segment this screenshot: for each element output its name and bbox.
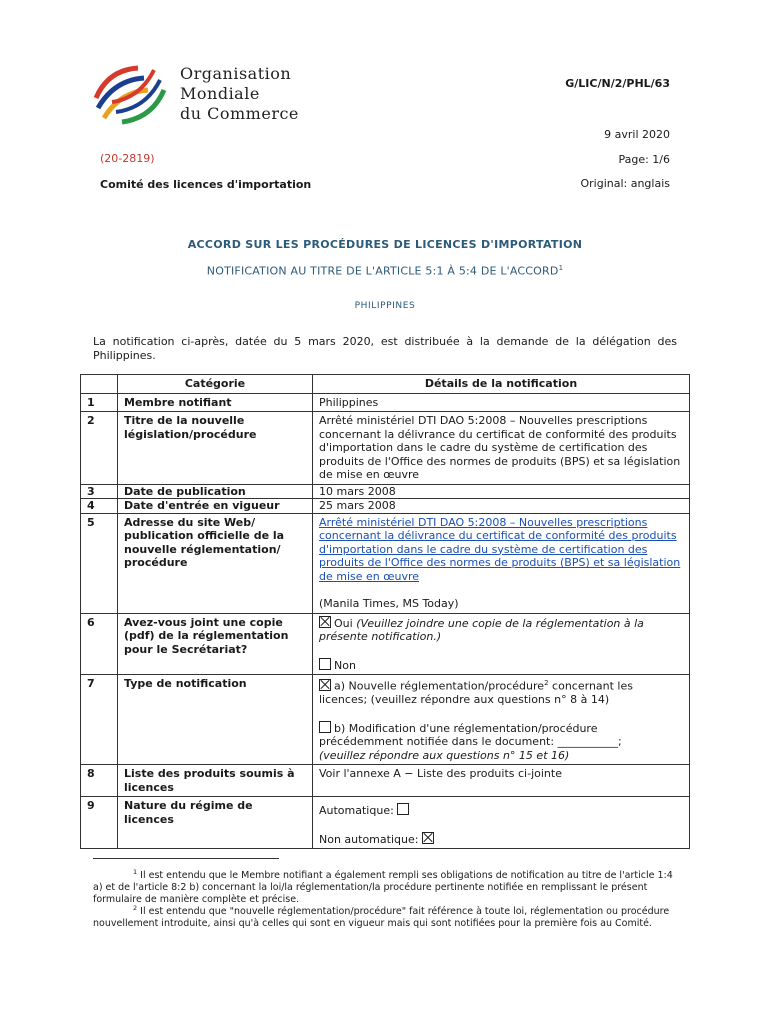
row-details: Philippines (313, 393, 690, 412)
org-line-3: du Commerce (180, 104, 299, 123)
footnote-1 (93, 866, 673, 906)
row-details: Voir l'annexe A − Liste des produits ci-jointe (313, 765, 690, 797)
row-category: Type de notification (118, 675, 313, 765)
row-category: Nature du régime de licences (118, 797, 313, 849)
option-a-rest: concernant les licences; (veuillez répondre aux questions n° 8 à 14) (319, 679, 633, 707)
regulation-link[interactable]: Arrêté ministériel DTI DAO 5:2008 – Nouvelles prescriptions concernant la délivrance du certificat de conformité des produits d'importation dans le cadre du système de certification des produits de l'Office des normes de produits (BPS) et sa législation de mise en œuvre (319, 515, 681, 583)
footnote-ref-1[interactable]: 1 (558, 264, 564, 272)
row-category: Date de publication (118, 484, 313, 499)
non-label: Non (334, 658, 356, 672)
nonauto-label: Non automatique: (319, 832, 419, 846)
wto-logo-icon (88, 60, 172, 130)
option-non (319, 658, 683, 673)
country-heading: PHILIPPINES (354, 301, 416, 311)
row-number: 2 (81, 412, 118, 485)
footnote-ref-2[interactable]: 2 (544, 679, 549, 687)
document-date: 9 avril 2020 (604, 128, 670, 141)
footnote-2 (93, 902, 673, 930)
col-category: Catégorie (118, 375, 313, 394)
row-number: 4 (81, 499, 118, 514)
org-line-1: Organisation (180, 64, 292, 83)
footnote-2-number: 2 (133, 904, 138, 912)
row-category: Avez-vous joint une copie (pdf) de la réglementation pour le Secrétariat? (118, 613, 313, 675)
row-number: 7 (81, 675, 118, 765)
checkbox-checked-icon[interactable] (319, 679, 331, 691)
oui-note: (Veuillez joindre une copie de la réglementation à la présente notification.) (319, 616, 644, 643)
col-number (81, 375, 118, 394)
row-details (313, 797, 690, 849)
col-details: Détails de la notification (313, 375, 690, 394)
checkbox-unchecked-icon[interactable] (319, 721, 331, 733)
row-category: Adresse du site Web/ publication officielle de la nouvelle réglementation/ procédure (118, 513, 313, 613)
auto-label: Automatique: (319, 804, 394, 818)
row-details: 25 mars 2008 (313, 499, 690, 514)
row-details: Arrêté ministériel DTI DAO 5:2008 – Nouvelles prescriptions concernant la délivrance du certificat de conformité des produits d'importation dans le cadre du système de certification des produits de l'Office des normes de produits (BPS) et sa législation de mise en œuvre (313, 412, 690, 485)
table-header-row (81, 375, 690, 394)
table-row (81, 393, 690, 412)
page-number: Page: 1/6 (618, 153, 670, 166)
table-row (81, 765, 690, 797)
notification-table (80, 374, 690, 849)
document-symbol: G/LIC/N/2/PHL/63 (565, 77, 670, 90)
row-number: 1 (81, 393, 118, 412)
checkbox-checked-icon[interactable] (422, 832, 434, 844)
oui-label: Oui (334, 616, 353, 630)
table-row (81, 797, 690, 849)
option-a-text: a) Nouvelle réglementation/procédure (334, 679, 545, 693)
table-row (81, 499, 690, 514)
option-b-text: b) Modification d'une réglementation/procédure précédemment notifiée dans le document: ___________; (319, 721, 622, 749)
row-category: Date d'entrée en vigueur (118, 499, 313, 514)
checkbox-checked-icon[interactable] (319, 616, 331, 628)
row-number: 6 (81, 613, 118, 675)
document-title: ACCORD SUR LES PROCÉDURES DE LICENCES D'IMPORTATION (187, 238, 583, 251)
original-language: Original: anglais (580, 177, 670, 190)
subtitle-text: NOTIFICATION AU TITRE DE L'ARTICLE 5:1 À 5:4 DE L'ACCORD (206, 264, 559, 278)
intro-paragraph: La notification ci-après, datée du 5 mars 2020, est distribuée à la demande de la délégation des Philippines. (93, 335, 677, 362)
row-category: Liste des produits soumis à licences (118, 765, 313, 797)
footnote-2-text: Il est entendu que "nouvelle réglementation/procédure" fait référence à toute loi, réglementation ou procédure nouvellement introduite, ainsi qu'à celles qui sont en vigueur mais qui sont notifiées pour la première fois au Comité. (93, 906, 670, 930)
table-row (81, 613, 690, 675)
table-row (81, 412, 690, 485)
org-line-2: Mondiale (180, 84, 260, 103)
reference-number: (20-2819) (100, 152, 155, 165)
option-oui (319, 616, 683, 644)
option-auto (319, 803, 683, 818)
option-nonauto (319, 832, 683, 847)
table-row (81, 675, 690, 765)
row-details (313, 613, 690, 675)
row-details: 10 mars 2008 (313, 484, 690, 499)
organization-name (180, 64, 299, 124)
checkbox-unchecked-icon[interactable] (319, 658, 331, 670)
source-text: (Manila Times, MS Today) (319, 597, 459, 610)
row-number: 8 (81, 765, 118, 797)
committee-name: Comité des licences d'importation (100, 178, 312, 191)
option-b (319, 721, 683, 749)
row-category: Membre notifiant (118, 393, 313, 412)
checkbox-unchecked-icon[interactable] (397, 803, 409, 815)
table-row (81, 484, 690, 499)
row-number: 5 (81, 513, 118, 613)
row-number: 9 (81, 797, 118, 849)
option-b-note: (veuillez répondre aux questions n° 15 et 16) (319, 748, 570, 762)
footnote-divider (93, 858, 279, 859)
table-row (81, 513, 690, 613)
row-details (313, 675, 690, 765)
footnote-1-text: Il est entendu que le Membre notifiant a également rempli ses obligations de notification au titre de l'article 1:4 a) et de l'article 8:2 b) concernant la loi/la réglementation/la procédure pertinente notifiée en remplissant le présent formulaire de manière complète et précise. (93, 870, 673, 906)
footnote-1-number: 1 (133, 868, 138, 876)
row-details (313, 513, 690, 613)
row-number: 3 (81, 484, 118, 499)
option-a (319, 677, 683, 707)
row-category: Titre de la nouvelle législation/procédure (118, 412, 313, 485)
document-subtitle (0, 264, 770, 278)
